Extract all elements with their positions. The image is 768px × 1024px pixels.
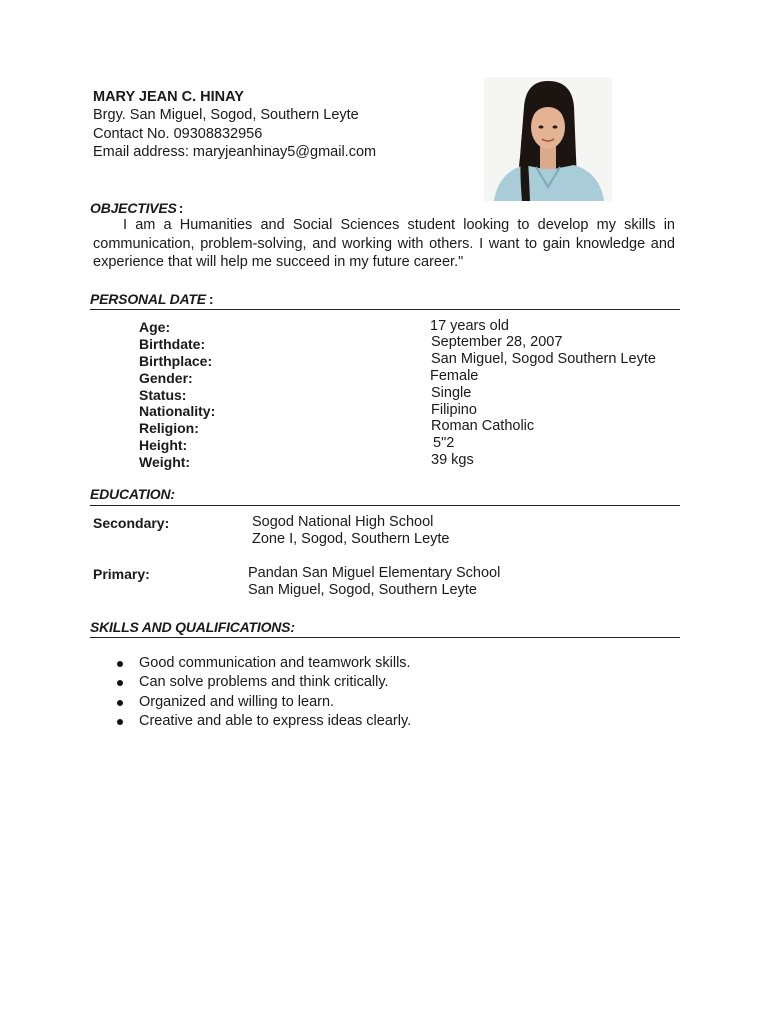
bullet-icon — [117, 700, 123, 706]
secondary-address: Zone I, Sogod, Southern Leyte — [252, 531, 450, 547]
primary-label: Primary: — [93, 566, 150, 582]
education-heading: EDUCATION: — [90, 486, 175, 502]
skill-item: Good communication and teamwork skills. — [110, 654, 411, 673]
nationality-value: Filipino — [431, 402, 477, 418]
email-line: Email address: maryjeanhinay5@gmail.com — [93, 144, 377, 160]
secondary-school: Sogod National High School — [252, 514, 434, 530]
height-label: Height: — [139, 437, 188, 453]
skills-list — [110, 654, 411, 731]
weight-label: Weight: — [139, 454, 191, 470]
skills-heading: SKILLS AND QUALIFICATIONS: — [90, 619, 295, 635]
status-label: Status: — [139, 387, 187, 403]
status-value: Single — [431, 385, 472, 401]
weight-value: 39 kgs — [431, 452, 474, 468]
gender-value: Female — [430, 368, 479, 384]
age-label: Age: — [139, 319, 171, 335]
primary-address: San Miguel, Sogod, Southern Leyte — [248, 582, 477, 598]
religion-label: Religion: — [139, 420, 199, 436]
bullet-icon — [117, 719, 123, 725]
age-value: 17 years old — [430, 318, 509, 334]
skill-item: Can solve problems and think critically. — [110, 673, 411, 692]
skill-item: Creative and able to express ideas clearly. — [110, 712, 411, 731]
objectives-heading: OBJECTIVES : — [90, 200, 184, 216]
profile-photo — [484, 77, 612, 201]
religion-value: Roman Catholic — [431, 418, 535, 434]
secondary-label: Secondary: — [93, 515, 170, 531]
personal-divider — [90, 309, 680, 310]
skill-item: Organized and willing to learn. — [110, 693, 411, 712]
address-line: Brgy. San Miguel, Sogod, Southern Leyte — [93, 107, 359, 123]
education-divider — [90, 505, 680, 506]
nationality-label: Nationality: — [139, 403, 216, 419]
birthplace-value: San Miguel, Sogod Southern Leyte — [431, 351, 656, 367]
gender-label: Gender: — [139, 370, 193, 386]
bullet-icon — [117, 661, 123, 667]
objectives-text: I am a Humanities and Social Sciences student looking to develop my skills in communication, problem-solving, and working with others. I want to gain knowledge and experience that will help me succeed in my future career." — [93, 217, 675, 270]
contact-line: Contact No. 09308832956 — [93, 126, 263, 142]
birthdate-value: September 28, 2007 — [431, 334, 563, 350]
primary-school: Pandan San Miguel Elementary School — [248, 565, 501, 581]
resume-name: MARY JEAN C. HINAY — [93, 89, 244, 105]
height-value: 5"2 — [433, 435, 455, 451]
skills-divider — [90, 637, 680, 638]
personal-data-heading: PERSONAL DATE : — [90, 291, 214, 307]
bullet-icon — [117, 680, 123, 686]
birthdate-label: Birthdate: — [139, 336, 206, 352]
birthplace-label: Birthplace: — [139, 353, 213, 369]
